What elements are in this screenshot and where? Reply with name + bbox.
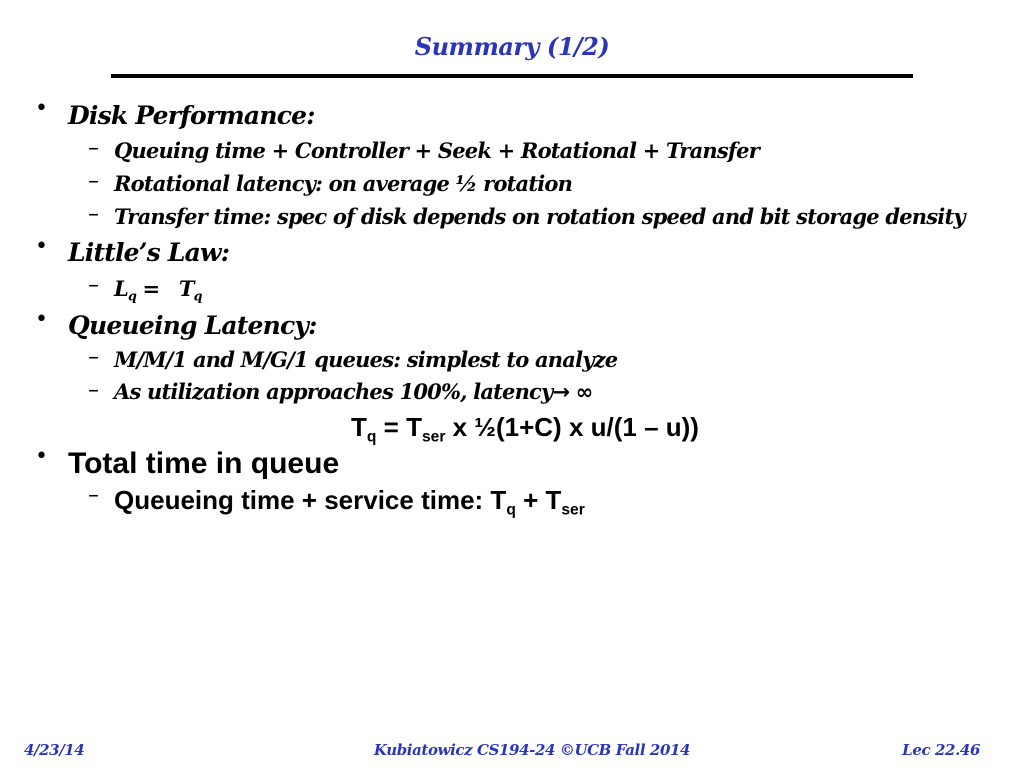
dash-icon: – <box>88 483 99 508</box>
sub-utilization <box>114 381 592 403</box>
eq-equals: = <box>135 276 179 301</box>
dash-icon: – <box>88 345 99 370</box>
arrow-right-icon: → <box>552 380 570 404</box>
dash-icon: – <box>88 202 99 227</box>
footer-date: 4/23/14 <box>24 741 85 759</box>
eq-t-subscript: q <box>193 288 202 304</box>
eq-l-subscript: q <box>127 288 136 304</box>
queueing-service-text: Queueing time + service time: T <box>114 485 507 515</box>
eq-l: L <box>114 276 128 301</box>
bullet-icon: • <box>35 307 48 332</box>
bullet-icon: • <box>35 96 48 121</box>
eq-t: T <box>178 276 194 301</box>
dash-icon: – <box>88 378 99 403</box>
bullet-littles-law: Little’s Law: <box>68 238 230 267</box>
footer-lecture-number: Lec 22.46 <box>902 741 980 759</box>
sub-queuing-time: Queuing time + Controller + Seek + Rotational + Transfer <box>114 138 759 163</box>
dash-icon: – <box>88 273 99 298</box>
dash-icon: – <box>88 169 99 194</box>
bullet-icon: • <box>35 444 48 469</box>
sub-littles-law-equation <box>114 276 202 304</box>
queue-time-formula <box>0 412 1024 446</box>
ser-subscript: ser <box>561 501 585 519</box>
footer-course: Kubiatowicz CS194-24 ©UCB Fall 2014 <box>373 741 691 759</box>
sub-rotational-latency: Rotational latency: on average ½ rotation <box>114 171 573 196</box>
bullet-total-time: Total time in queue <box>68 447 340 480</box>
formula-rest: x ½(1+C) x u/(1 – u)) <box>445 412 699 442</box>
infinity-icon: ∞ <box>569 380 593 404</box>
sub-mm1-queues: M/M/1 and M/G/1 queues: simplest to analyze <box>114 347 618 372</box>
sub-queueing-plus-service <box>114 485 585 519</box>
q-subscript: q <box>506 501 516 519</box>
formula-q-subscript: q <box>366 428 377 446</box>
bullet-icon: • <box>35 234 48 259</box>
bullet-disk-performance: Disk Performance: <box>68 101 315 130</box>
formula-equals: = T <box>376 412 422 442</box>
sub-transfer-time: Transfer time: spec of disk depends on rotation speed and bit storage density <box>114 204 965 229</box>
formula-ser-subscript: ser <box>421 428 446 446</box>
dash-icon: – <box>88 136 99 161</box>
slide-title: Summary (1/2) <box>414 32 610 61</box>
plus-t: + T <box>515 485 562 515</box>
bullet-queueing-latency: Queueing Latency: <box>68 311 317 340</box>
formula-t: T <box>351 412 367 442</box>
utilization-text: As utilization approaches 100%, latency <box>114 379 553 404</box>
